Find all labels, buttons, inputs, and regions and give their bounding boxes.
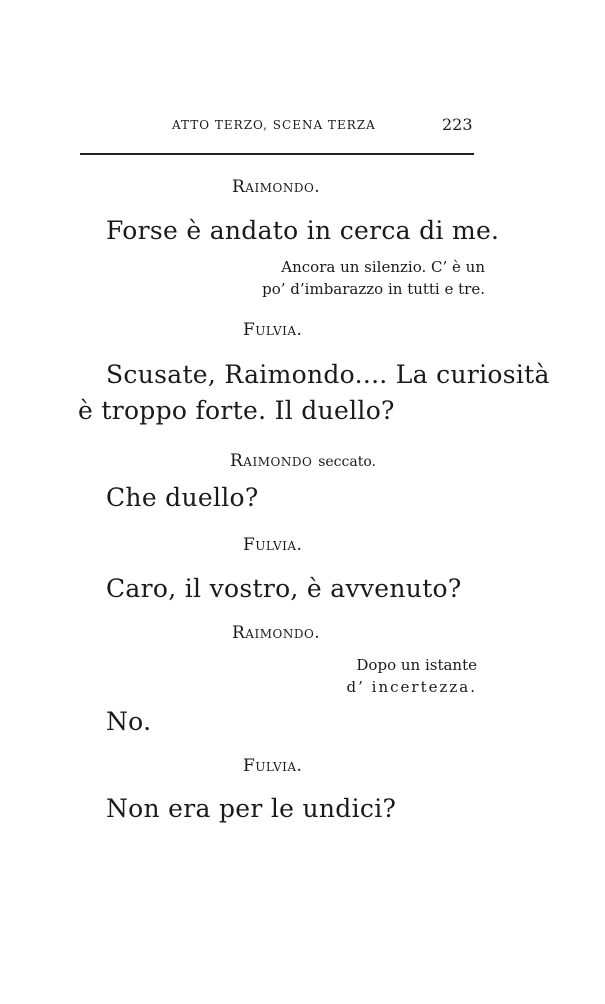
dialogue-line: Forse è andato in cerca di me. <box>106 216 500 245</box>
stage-direction <box>347 654 477 698</box>
speaker-label <box>230 451 376 471</box>
page-number: 223 <box>442 115 473 134</box>
speaker-label: Raimondo. <box>232 623 321 643</box>
speaker-name: Raimondo <box>230 451 313 471</box>
dialogue-line: No. <box>106 707 152 736</box>
header-rule <box>80 153 474 155</box>
running-title: ATTO TERZO, SCENA TERZA <box>172 118 376 132</box>
dialogue-line: Che duello? <box>106 483 259 512</box>
speaker-note: seccato. <box>318 454 376 470</box>
speaker-label: Fulvia. <box>243 320 303 340</box>
speaker-label: Fulvia. <box>243 535 303 555</box>
speaker-label: Raimondo. <box>232 177 321 197</box>
stage-direction-line: Dopo un istante <box>356 656 477 674</box>
stage-direction-line: Ancora un silenzio. C’ è un <box>281 258 485 276</box>
dialogue-line: Scusate, Raimondo.... La curiosità <box>106 360 550 389</box>
dialogue-line: Caro, il vostro, è avvenuto? <box>106 574 462 603</box>
speaker-label: Fulvia. <box>243 756 303 776</box>
stage-direction-line: po’ d’imbarazzo in tutti e tre. <box>262 280 485 298</box>
dialogue-line: è troppo forte. Il duello? <box>78 396 395 425</box>
stage-direction-line: d’ incertezza. <box>346 678 477 696</box>
stage-direction <box>262 256 485 300</box>
dialogue-line: Non era per le undici? <box>106 794 397 823</box>
